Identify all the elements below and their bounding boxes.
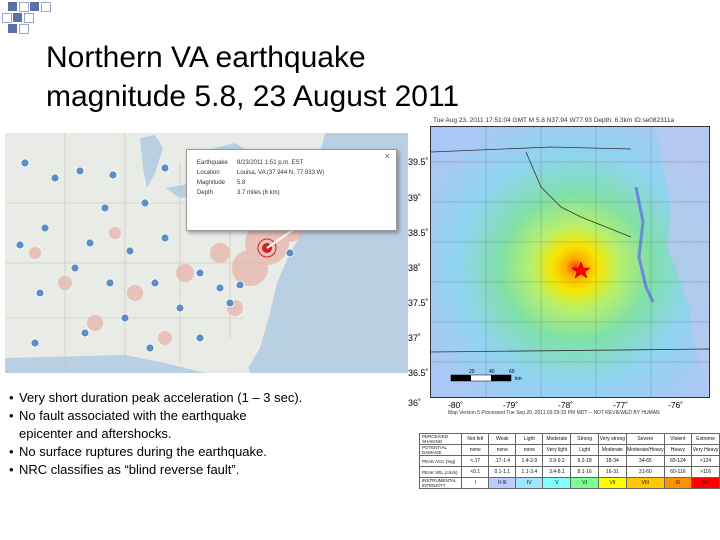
legend-cell: none bbox=[489, 445, 516, 456]
legend-cell: .17-1.4 bbox=[489, 456, 516, 467]
lat-label: 39.5˚ bbox=[408, 157, 429, 167]
scale-label: 20 bbox=[469, 369, 475, 375]
legend-cell: Weak bbox=[489, 434, 516, 445]
bullet-list bbox=[9, 389, 409, 479]
legend-row bbox=[420, 467, 720, 478]
legend-cell: Light bbox=[516, 434, 543, 445]
legend-cell: <0.1 bbox=[462, 467, 489, 478]
intensity-legend bbox=[419, 433, 720, 489]
earthquake-info-popup bbox=[186, 149, 397, 231]
legend-cell: IX bbox=[664, 478, 691, 489]
legend-cell: 0.1-1.1 bbox=[489, 467, 516, 478]
legend-row-header: PEAK VEL.(cm/s) bbox=[420, 467, 462, 478]
legend-row-header: POTENTIAL DAMAGE bbox=[420, 445, 462, 456]
legend-cell: Moderate/Heavy bbox=[626, 445, 664, 456]
lon-label: -79˚ bbox=[503, 400, 519, 410]
legend-cell: Extreme bbox=[692, 434, 720, 445]
lat-label: 37.5˚ bbox=[408, 298, 429, 308]
bullet-item: • NRC classifies as “blind reverse fault”. bbox=[9, 462, 240, 477]
legend-cell: 3.4-8.1 bbox=[543, 467, 571, 478]
legend-cell: 65-124 bbox=[664, 456, 691, 467]
legend-cell: V bbox=[543, 478, 571, 489]
bullet-item: • Very short duration peak acceleration (1 – 3 sec). bbox=[9, 390, 303, 405]
legend-cell: VII bbox=[598, 478, 626, 489]
popup-close-button[interactable]: × bbox=[384, 151, 390, 161]
legend-cell: none bbox=[516, 445, 543, 456]
legend-cell: VI bbox=[571, 478, 598, 489]
shakemap-figure bbox=[408, 110, 718, 430]
legend-row-header: INSTRUMENTAL INTENSITY bbox=[420, 478, 462, 489]
title-line-1: Northern VA earthquake bbox=[46, 41, 366, 74]
scale-label: km bbox=[515, 376, 522, 382]
legend-row bbox=[420, 445, 720, 456]
legend-cell: Heavy bbox=[664, 445, 691, 456]
legend-cell: Very strong bbox=[598, 434, 626, 445]
legend-cell: 9.2-18 bbox=[571, 456, 598, 467]
title-line-2: magnitude 5.8, 23 August 2011 bbox=[46, 80, 460, 113]
legend-cell: 3.9-9.2 bbox=[543, 456, 571, 467]
legend-cell: Strong bbox=[571, 434, 598, 445]
lon-label: -77˚ bbox=[613, 400, 629, 410]
bullet-item: • No surface ruptures during the earthquake. bbox=[9, 444, 267, 459]
legend-cell: VIII bbox=[626, 478, 664, 489]
bullet-item-continuation: epicenter and aftershocks. bbox=[19, 426, 172, 441]
legend-cell: 1.4-3.9 bbox=[516, 456, 543, 467]
lat-label: 36˚ bbox=[408, 398, 422, 408]
legend-cell: Light bbox=[571, 445, 598, 456]
legend-cell: II-III bbox=[489, 478, 516, 489]
slide-title bbox=[46, 38, 606, 116]
legend-cell: Very Heavy bbox=[692, 445, 720, 456]
shakemap-header: Tue Aug 23, 2011 17:51:04 GMT M 5.8 N37.94 W77.93 Depth: 6.3km ID:se082311a bbox=[433, 117, 675, 124]
popup-row-location: Location Louisa, VA (37.944 N, 77.933 W) bbox=[197, 170, 325, 176]
corner-decoration bbox=[0, 0, 60, 40]
legend-cell: 16-31 bbox=[598, 467, 626, 478]
lon-label: -80˚ bbox=[448, 400, 464, 410]
lat-label: 39˚ bbox=[408, 193, 422, 203]
lat-label: 36.5˚ bbox=[408, 368, 429, 378]
legend-cell: >124 bbox=[692, 456, 720, 467]
legend-row bbox=[420, 434, 720, 445]
legend-cell: <.17 bbox=[462, 456, 489, 467]
legend-cell: X+ bbox=[692, 478, 720, 489]
lat-label: 38.5˚ bbox=[408, 228, 429, 238]
legend-row bbox=[420, 478, 720, 489]
legend-cell: I bbox=[462, 478, 489, 489]
legend-cell: 18-34 bbox=[598, 456, 626, 467]
legend-cell: >116 bbox=[692, 467, 720, 478]
shakemap-footer: Map Version 5 Processed Tue Sep 20, 2011 03:29:33 PM MDT -- NOT REVIEWED BY HUMAN bbox=[448, 410, 660, 416]
legend-cell: 31-60 bbox=[626, 467, 664, 478]
shakemap-image bbox=[430, 126, 710, 398]
legend-cell: IV bbox=[516, 478, 543, 489]
legend-cell: Moderate bbox=[598, 445, 626, 456]
legend-row bbox=[420, 456, 720, 467]
bullet-item: • No fault associated with the earthquake bbox=[9, 408, 247, 423]
lat-label: 37˚ bbox=[408, 333, 422, 343]
popup-row-magnitude: Magnitude 5.8 bbox=[197, 180, 246, 186]
legend-cell: 60-116 bbox=[664, 467, 691, 478]
legend-cell: Very light bbox=[543, 445, 571, 456]
legend-cell: 1.1-3.4 bbox=[516, 467, 543, 478]
legend-cell: Moderate bbox=[543, 434, 571, 445]
scale-label: 40 bbox=[489, 369, 495, 375]
lon-label: -76˚ bbox=[668, 400, 684, 410]
legend-cell: 34-65 bbox=[626, 456, 664, 467]
lat-label: 38˚ bbox=[408, 263, 422, 273]
legend-cell: Not felt bbox=[462, 434, 489, 445]
popup-row-earthquake: Earthquake 8/23/2011 1:51 p.m. EST bbox=[197, 160, 304, 166]
legend-cell: Severe bbox=[626, 434, 664, 445]
legend-cell: none bbox=[462, 445, 489, 456]
lon-label: -78˚ bbox=[558, 400, 574, 410]
scale-label: 60 bbox=[509, 369, 515, 375]
legend-row-header: PEAK ACC.(%g) bbox=[420, 456, 462, 467]
legend-cell: Violent bbox=[664, 434, 691, 445]
popup-row-depth: Depth 3.7 miles (6 km) bbox=[197, 190, 280, 196]
earthquake-felt-map[interactable] bbox=[5, 133, 408, 373]
legend-row-header: PERCEIVED SHAKING bbox=[420, 434, 462, 445]
legend-cell: 8.1-16 bbox=[571, 467, 598, 478]
